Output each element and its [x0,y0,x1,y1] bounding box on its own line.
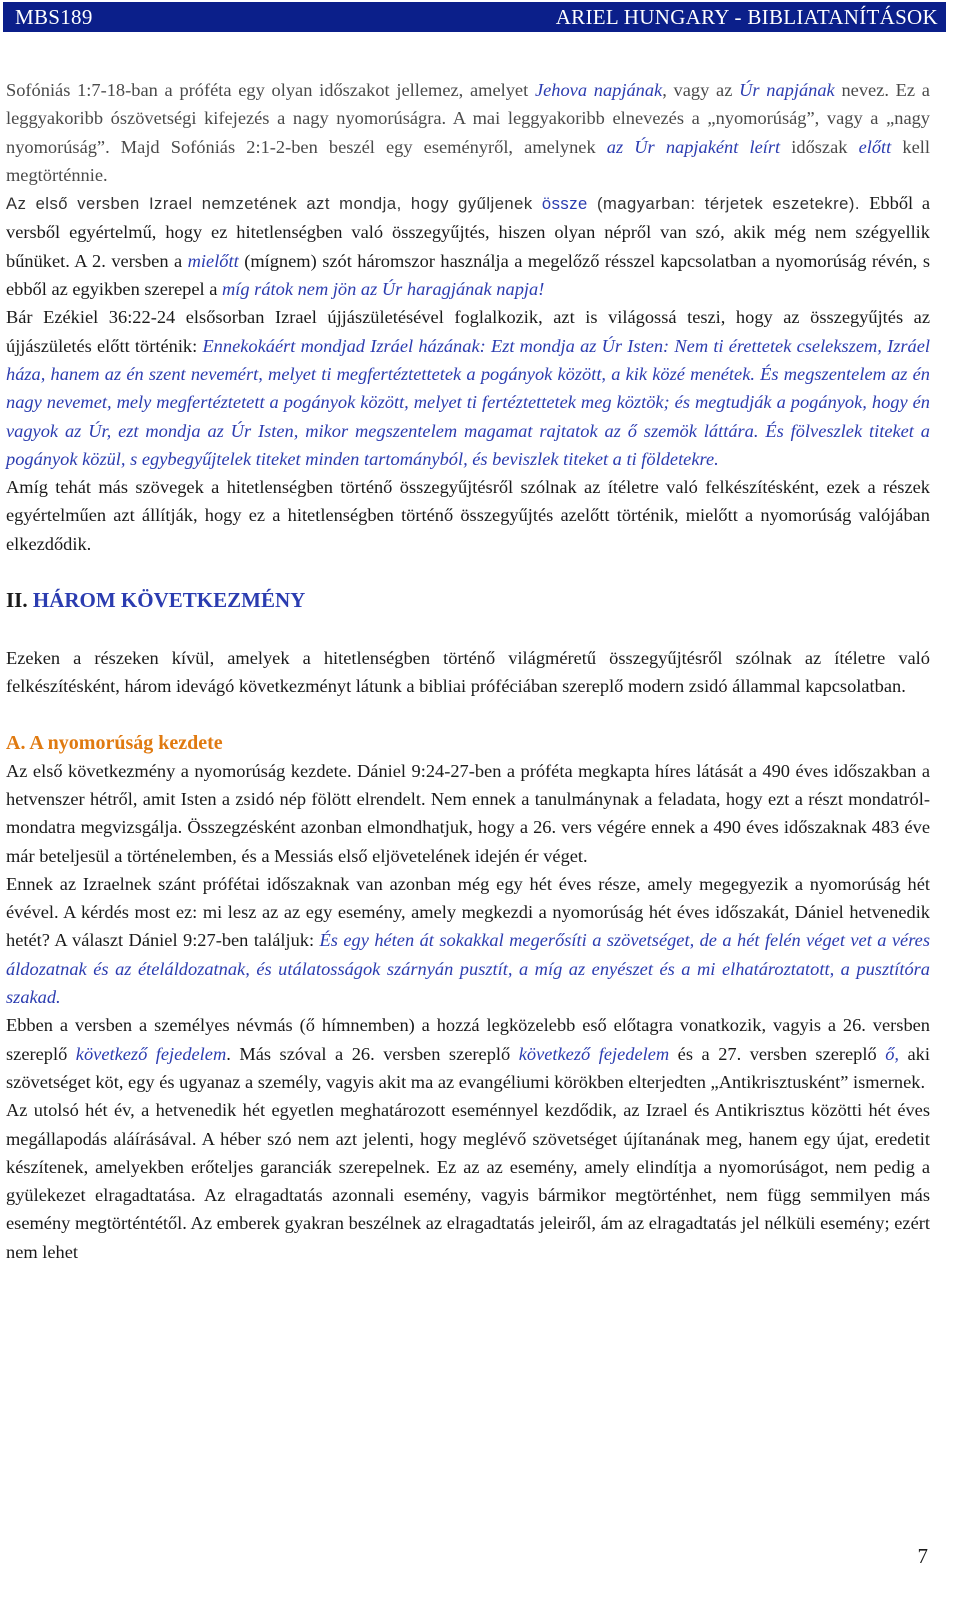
paragraph-ezekiel [6,303,930,473]
subsection-heading-a: A. A nyomorúság kezdete [6,731,223,754]
paragraph-zephaniah [6,76,930,303]
paragraph-seventieth-week [6,870,930,1011]
text: és a 27. versben szereplő [669,1043,886,1064]
paragraph-pronoun [6,1011,930,1096]
text: kell megtörténnie. [6,136,930,185]
text: Ebből a versből egyértelmű, hogy ez hitetlenségben való összegyűjtés, hiszen olyan népről van szó, akik még nem szégyellik bűnüket. A 2. versben a [6,193,930,271]
text: időszak [780,136,859,157]
header-publisher: ARIEL HUNGARY - BIBLIATANÍTÁSOK [555,4,938,29]
text: Ennek az Izraelnek szánt prófétai időszaknak van azonban még egy hét éves része, amely megegyezik a nyomorúság hét évével. A kérdés most ez: mi lesz az az egy esemény, amely megkezdi a nyomorúság hét éves időszakát, Dániel hetvenedik hetét? A választ Dániel 9:27-ben találjuk: [6,873,930,951]
paragraph-three-consequences: Ezeken a részeken kívül, amelyek a hitetlenségben történő világméretű összegyűjtésről szólnak az ítéletre való felkészítésként, három idevágó következményt látunk a bibliai próféciában szereplő modern zsidó állammal kapcsolatban. [6,648,930,697]
text: . Más szóval a 26. versben szereplő [226,1043,519,1064]
emphasis: Úr napjának [739,80,835,100]
emphasis: következő fejedelem [518,1043,670,1064]
text: (mígnem) szót háromszor használja a megelőző résszel kapcsolatban a nyomorúság révén, s ebből az egyikben szerepel a [6,250,930,300]
emphasis: ő, [885,1043,899,1064]
text: nevez. Ez a leggyakoribb ószövetségi kifejezés a nagy nyomorúságra. A mai leggyakoribb elnevezés a „nyomorúság”, vagy a „nagy nyomorúság”. Majd Sofóniás 2:1-2-ben beszél egy eseményről, amelynek [6,80,930,157]
text: Az első versben Izrael nemzetének azt mondja, hogy gyűljenek [6,194,542,214]
document-body [6,76,930,1266]
page-header [3,2,946,32]
paragraph-last-week: Az utolsó hét év, a hetvenedik hét egyetlen meghatározott eseménnyel kezdődik, az Izrael és Antikrisztus közötti hét éves megállapodás aláírásával. A héber szó nem azt jelenti, hogy meglévő szövetséget újítanának meg, hanem egy újat, eredetit készítenek, amelyekben erőteljes garanciák szerepelnek. Ez az az esemény, amely elindítja a nyomorúságot, nem pedig a gyülekezet elragadtatása. Az elragadtatás azonnali esemény, vagyis bármikor megtörténhet, nem függ semmilyen más esemény megtörténtétől. Az emberek gyakran beszélnek az elragadtatás jeleiről, ám az elragadtatás jel nélküli esemény; ezért nem lehet [6,1100,930,1262]
emphasis: mielőtt [187,250,239,271]
text: aki szövetséget köt, egy és ugyanaz a személy, vagyis akit ma az evangéliumi körökben elterjedten „Antikrisztusként” ismernek. [6,1043,930,1092]
section-heading-ii [6,586,930,614]
emphasis: az Úr napjaként leírt [606,136,781,157]
section-number: II. [6,588,28,613]
paragraph-summary: Amíg tehát más szövegek a hitetlenségben történő összegyűjtésről szólnak az ítéletre való felkészítésként, ezek a részek egyértelműen azt állítják, hogy ez a hitetlenségben történő összegyűjtés azelőtt történik, mielőtt a nyomorúság valójában elkezdődik. [6,477,930,554]
text: Bár Ezékiel 36:22-24 elsősorban Izrael újjászületésével foglalkozik, azt is világossá teszi, hogy az összegyűjtés az újjászületés előtt történik: [6,307,930,356]
text: Sofóniás 1:7-18-ban a próféta egy olyan időszakot jellemez, amelyet [6,80,535,100]
scripture-quote: míg rátok nem jön az Úr haragjának napja! [221,279,545,300]
section-title: HÁROM KÖVETKEZMÉNY [32,588,306,613]
scripture-quote: És egy héten át sokakkal megerősíti a szövetséget, de a hét felén véget vet a véres áldozatnak és az ételáldozatnak, és utálatosságok szárnyán pusztít, a míg az enyészet és a mi elhatároztatott, a pusztítóra szakad. [6,930,930,1008]
page-number: 7 [917,1544,928,1568]
text: (magyarban: térjetek eszetekre). [587,194,870,214]
emphasis: előtt [858,136,892,157]
emphasis: következő fejedelem [75,1043,227,1064]
header-doc-code: MBS189 [15,4,93,29]
text: , vagy az [662,80,740,100]
emphasis: Jehova napjának [534,80,663,100]
emphasis: össze [541,194,588,214]
scripture-quote: Ennekokáért mondjad Izráel házának: Ezt mondja az Úr Isten: Nem ti érettetek cselekszem, Izráel háza, hanem az én szent nevemért, melyet ti megfertéztettetek a pogányok között, a kik közé menétek. És megszentelem az én nagy nevemet, mely megfertéztetett a pogányok között, melyet ti fertéztettetek meg köztök; és megtudják a pogányok, hogy én vagyok az Úr, ezt mondja az Úr Isten, mikor megszentelem magamat rajtatok az ő szemök láttára. És fölveszlek titeket a pogányok közül, s egybegyűjtelek titeket minden tartományból, és beviszlek titeket a ti földetekre. [6,335,930,469]
text: Ebben a versben a személyes névmás (ő hímnemben) a hozzá legközelebb eső előtagra vonatkozik, vagyis a 26. versben szereplő [6,1015,930,1064]
paragraph-daniel-vision: Az első következmény a nyomorúság kezdete. Dániel 9:24-27-ben a próféta megkapta híres látását a 490 éves időszakban a hetvenszer hétről, amit Isten a zsidó nép fölött elrendelt. Nem ennek a tanulmánynak a feladata, hogy ezt a részt mondatról-mondatra megvizsgálja. Összegzésként azonban elmondhatjuk, hogy a 26. vers végére ennek a 490 éves időszaknak 483 éve már beteljesül a történelemben, és a Messiás első eljövetelének idején ér véget. [6,760,930,866]
